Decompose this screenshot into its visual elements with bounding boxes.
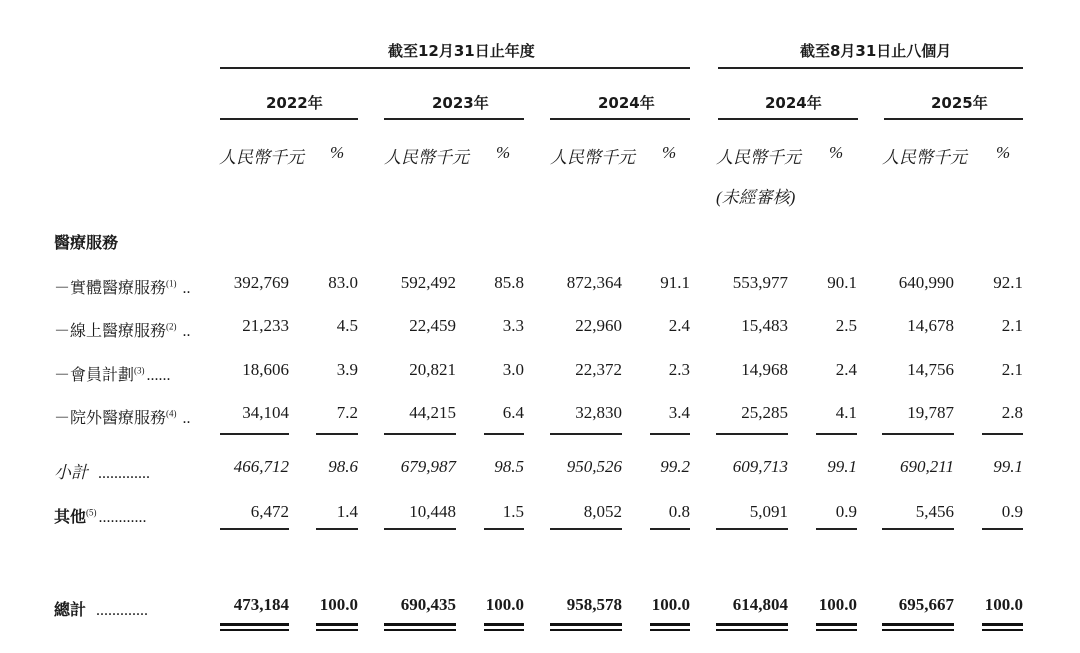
table-row-cell: 2.1 (1001, 360, 1023, 379)
table-row-cell: 85.8 (494, 273, 524, 292)
leader-dots: ............. (96, 602, 149, 619)
total-row-cell: 690,435 (400, 595, 456, 614)
year-header-2025: 2025年 (931, 94, 988, 112)
table-row-cell: 14,968 (741, 360, 788, 379)
total-row-cell: 473,184 (233, 595, 289, 614)
table-row-cell: 7.2 (336, 403, 358, 422)
column-rule (316, 528, 358, 530)
table-row-cell: 25,285 (741, 403, 788, 422)
rule-year-2024 (550, 118, 690, 120)
total-double-rule (716, 623, 788, 631)
column-rule (716, 433, 788, 435)
table-row-cell: 22,960 (575, 316, 622, 335)
total-row-cell: 100.0 (485, 595, 524, 614)
row-label-text: －線上醫療服務 (54, 323, 167, 340)
total-double-rule (882, 623, 954, 631)
other-row-cell: 1.4 (336, 502, 358, 521)
table-row-cell: 2.5 (835, 316, 857, 335)
table-row-cell: 19,787 (907, 403, 954, 422)
total-double-rule (650, 623, 690, 631)
column-rule (220, 528, 289, 530)
table-row-cell: 592,492 (400, 273, 456, 292)
table-row-cell: 18,606 (242, 360, 289, 379)
column-rule (982, 433, 1023, 435)
row-label (54, 405, 191, 428)
table-row-cell: 3.9 (336, 360, 358, 379)
subtotal-row-cell: 950,526 (566, 457, 622, 476)
other-row-cell: 10,448 (409, 502, 456, 521)
row-label (54, 318, 191, 341)
table-row-cell: 32,830 (575, 403, 622, 422)
column-rule (716, 528, 788, 530)
column-rule (882, 433, 954, 435)
subtotal-row-cell: 98.5 (494, 457, 524, 476)
column-rule (982, 528, 1023, 530)
total-row-cell: 100.0 (651, 595, 690, 614)
table-row-cell: 14,756 (907, 360, 954, 379)
period-header-year: 截至12月31日止年度 (388, 42, 535, 60)
column-rule (484, 433, 524, 435)
leader-dots: ............. (98, 465, 150, 482)
leader-dots: .. (182, 280, 191, 297)
row-label-text: －實體醫療服務 (54, 280, 167, 297)
table-row-cell: 3.3 (502, 316, 524, 335)
table-row-cell: 91.1 (660, 273, 690, 292)
unit-pct-2025: % (996, 143, 1011, 162)
table-row-cell: 14,678 (907, 316, 954, 335)
footnote-marker: (5) (86, 507, 97, 518)
subtotal-row-cell: 99.1 (993, 457, 1023, 476)
row-label (54, 275, 191, 298)
footnote-marker: (4) (166, 408, 177, 419)
rule-year-2024-8m (718, 118, 858, 120)
rule-year-2022 (220, 118, 358, 120)
total-double-rule (550, 623, 622, 631)
unit-pct-2024: % (662, 143, 677, 162)
row-label-text: －院外醫療服務 (54, 410, 167, 427)
subtotal-row-cell: 99.2 (660, 457, 690, 476)
total-double-rule (220, 623, 289, 631)
year-header-2023: 2023年 (432, 94, 489, 112)
table-row-cell: 92.1 (993, 273, 1023, 292)
table-row-cell: 44,215 (409, 403, 456, 422)
unit-rmb-2022: 人民幣千元 (219, 148, 304, 167)
total-label-text: 總計 (54, 602, 87, 619)
table-row-cell: 2.4 (668, 316, 690, 335)
column-rule (316, 433, 358, 435)
total-double-rule (316, 623, 358, 631)
column-rule (384, 433, 456, 435)
column-rule (550, 528, 622, 530)
table-row-cell: 872,364 (566, 273, 622, 292)
total-label (54, 597, 148, 620)
other-label-text: 其他 (54, 509, 87, 526)
period-header-8m: 截至8月31日止八個月 (800, 42, 952, 60)
total-row-cell: 100.0 (319, 595, 358, 614)
subtotal-row-cell: 690,211 (900, 457, 954, 476)
table-row-cell: 90.1 (827, 273, 857, 292)
unit-rmb-2025: 人民幣千元 (882, 148, 967, 167)
leader-dots: .. (182, 410, 191, 427)
table-row-cell: 3.0 (502, 360, 524, 379)
unit-rmb-2024-8m: 人民幣千元 (716, 148, 801, 167)
total-row-cell: 695,667 (898, 595, 954, 614)
other-row-cell: 5,456 (915, 502, 954, 521)
unit-rmb-2023: 人民幣千元 (384, 148, 469, 167)
table-row-cell: 392,769 (233, 273, 289, 292)
column-rule (882, 528, 954, 530)
table-row-cell: 22,459 (409, 316, 456, 335)
year-header-2022: 2022年 (266, 94, 323, 112)
table-row-cell: 2.4 (835, 360, 857, 379)
other-label (54, 504, 147, 527)
section-title: 醫療服務 (54, 233, 119, 252)
unaudited-note: (未經審核) (716, 188, 796, 207)
other-row-cell: 0.9 (835, 502, 857, 521)
subtotal-row-cell: 466,712 (233, 457, 289, 476)
column-rule (650, 433, 690, 435)
rule-period-year (220, 67, 690, 69)
table-row-cell: 2.3 (668, 360, 690, 379)
footnote-marker: (1) (166, 278, 177, 289)
rule-year-2025 (884, 118, 1023, 120)
other-row-cell: 8,052 (583, 502, 622, 521)
unit-rmb-2024: 人民幣千元 (550, 148, 635, 167)
table-row-cell: 2.1 (1001, 316, 1023, 335)
table-row-cell: 640,990 (898, 273, 954, 292)
total-row-cell: 958,578 (566, 595, 622, 614)
other-row-cell: 6,472 (250, 502, 289, 521)
column-rule (816, 528, 857, 530)
total-double-rule (384, 623, 456, 631)
column-rule (384, 528, 456, 530)
leader-dots: .. (182, 323, 191, 340)
subtotal-row-cell: 609,713 (732, 457, 788, 476)
other-row-cell: 5,091 (749, 502, 788, 521)
column-rule (550, 433, 622, 435)
year-header-2024: 2024年 (598, 94, 655, 112)
table-row-cell: 34,104 (242, 403, 289, 422)
column-rule (816, 433, 857, 435)
table-row-cell: 3.4 (668, 403, 690, 422)
subtotal-row-cell: 98.6 (328, 457, 358, 476)
column-rule (220, 433, 289, 435)
total-double-rule (816, 623, 857, 631)
subtotal-row-cell: 679,987 (400, 457, 456, 476)
leader-dots: ............ (98, 509, 147, 526)
total-row-cell: 100.0 (818, 595, 857, 614)
table-row-cell: 4.1 (835, 403, 857, 422)
table-row-cell: 22,372 (575, 360, 622, 379)
footnote-marker: (2) (166, 321, 177, 332)
subtotal-label (54, 458, 150, 483)
table-row-cell: 4.5 (336, 316, 358, 335)
footnote-marker: (3) (134, 365, 145, 376)
column-rule (650, 528, 690, 530)
total-row-cell: 614,804 (732, 595, 788, 614)
subtotal-label-text: 小計 (54, 463, 88, 482)
table-row-cell: 6.4 (502, 403, 524, 422)
year-header-2024-8m: 2024年 (765, 94, 822, 112)
table-row-cell: 21,233 (242, 316, 289, 335)
other-row-cell: 1.5 (502, 502, 524, 521)
row-label-text: －會員計劃 (54, 367, 135, 384)
unit-pct-2023: % (496, 143, 511, 162)
table-row-cell: 20,821 (409, 360, 456, 379)
subtotal-row-cell: 99.1 (827, 457, 857, 476)
table-row-cell: 83.0 (328, 273, 358, 292)
table-row-cell: 553,977 (732, 273, 788, 292)
other-row-cell: 0.9 (1001, 502, 1023, 521)
total-double-rule (982, 623, 1023, 631)
leader-dots: ...... (146, 367, 171, 384)
row-label (54, 362, 171, 385)
total-double-rule (484, 623, 524, 631)
column-rule (484, 528, 524, 530)
unit-pct-2024-8m: % (829, 143, 844, 162)
total-row-cell: 100.0 (984, 595, 1023, 614)
unit-pct-2022: % (330, 143, 345, 162)
rule-year-2023 (384, 118, 524, 120)
other-row-cell: 0.8 (668, 502, 690, 521)
rule-period-8m (718, 67, 1023, 69)
table-row-cell: 15,483 (741, 316, 788, 335)
table-row-cell: 2.8 (1001, 403, 1023, 422)
